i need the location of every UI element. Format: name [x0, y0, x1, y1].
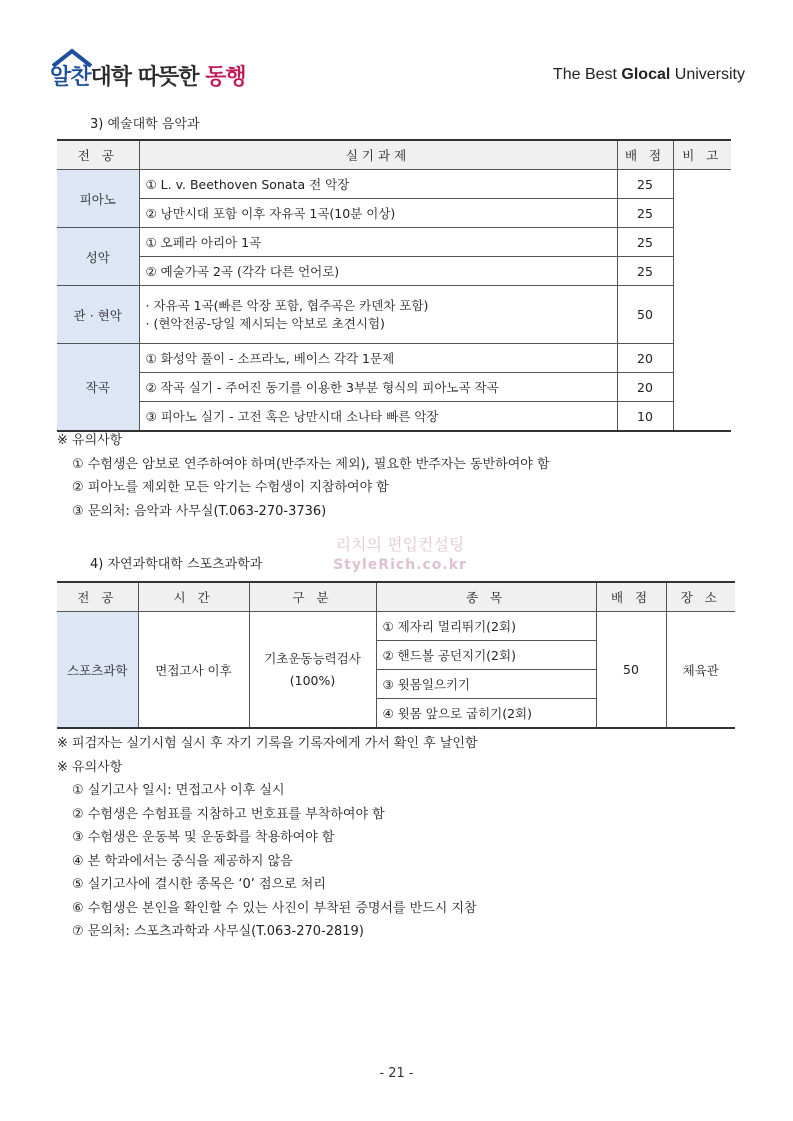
section-4-title: 4) 자연과학대학 스포츠과학과 — [90, 557, 263, 572]
note-item: ⑥ 수험생은 본인을 확인할 수 있는 사진이 부착된 증명서를 반드시 지참 — [72, 900, 477, 916]
table-header-row — [57, 140, 731, 170]
note-item: ⑦ 문의처: 스포츠과학과 사무실(T.063-270-2819) — [72, 924, 364, 939]
header-remarks: 비 고 — [673, 140, 731, 170]
score-cell: 20 — [617, 344, 673, 373]
score-cell: 25 — [617, 257, 673, 286]
task-cell: ② 예술가곡 2곡 (각각 다른 언어로) — [139, 257, 617, 286]
page-header — [0, 0, 793, 100]
task-cell: ① 오페라 아리아 1곡 — [139, 228, 617, 257]
logo-text: 알찬대학 따뜻한 동행 — [50, 65, 246, 90]
category-cell — [249, 612, 376, 729]
score-cell: 10 — [617, 402, 673, 432]
event-cell: ③ 윗몸일으키기 — [376, 670, 596, 699]
remarks-cell — [673, 170, 731, 432]
task-cell — [139, 286, 617, 344]
event-cell: ① 제자리 멀리뛰기(2회) — [376, 612, 596, 641]
place-cell: 체육관 — [666, 612, 735, 729]
score-cell: 25 — [617, 170, 673, 199]
section-3-title: 3) 예술대학 음악과 — [90, 117, 200, 132]
header-task: 실기과제 — [139, 140, 617, 170]
header-place: 장 소 — [666, 582, 735, 612]
score-cell: 50 — [596, 612, 666, 729]
watermark — [325, 535, 475, 575]
major-cell: 스포츠과학 — [57, 612, 138, 729]
watermark-line: 리치의 편입컨설팅 — [335, 535, 465, 554]
sports-notes — [57, 732, 478, 944]
header-category: 구 분 — [249, 582, 376, 612]
music-notes — [57, 429, 550, 523]
table-row — [57, 373, 731, 402]
note-item: ③ 문의처: 음악과 사무실(T.063-270-3736) — [72, 503, 327, 519]
table-row — [57, 402, 731, 432]
category-line: 기초운동능력검사 — [264, 650, 361, 666]
major-cell: 피아노 — [57, 170, 139, 228]
note-item: ① 실기고사 일시: 면접고사 이후 실시 — [72, 783, 285, 798]
task-cell: ③ 피아노 실기 - 고전 혹은 낭만시대 소나타 빠른 악장 — [139, 402, 617, 432]
task-cell: ② 낭만시대 포함 이후 자유곡 1곡(10분 이상) — [139, 199, 617, 228]
header-major: 전 공 — [57, 582, 138, 612]
major-cell: 관 · 현악 — [57, 286, 139, 344]
event-cell: ② 핸드볼 공던지기(2회) — [376, 641, 596, 670]
task-line: · (현악전공-당일 제시되는 악보로 초견시험) — [145, 315, 385, 331]
task-cell: ① L. v. Beethoven Sonata 전 악장 — [139, 170, 617, 199]
watermark-line: StyleRich.co.kr — [333, 557, 467, 573]
major-cell: 작곡 — [57, 344, 139, 432]
time-cell: 면접고사 이후 — [138, 612, 249, 729]
task-cell: ① 화성악 풀이 - 소프라노, 베이스 각각 1문제 — [139, 344, 617, 373]
header-score: 배 점 — [596, 582, 666, 612]
header-major: 전 공 — [57, 140, 139, 170]
header-event: 종 목 — [376, 582, 596, 612]
table-row — [57, 199, 731, 228]
university-logo — [50, 48, 250, 90]
score-cell: 50 — [617, 286, 673, 344]
task-cell: ② 작곡 실기 - 주어진 동기를 이용한 3부분 형식의 피아노곡 작곡 — [139, 373, 617, 402]
table-row — [57, 612, 735, 641]
table-row — [57, 286, 731, 344]
event-cell: ④ 윗몸 앞으로 굽히기(2회) — [376, 699, 596, 729]
sports-exam-table — [57, 581, 735, 729]
task-line: · 자유곡 1곡(빠른 악장 포함, 협주곡은 카덴차 포함) — [145, 297, 429, 313]
table-row — [57, 228, 731, 257]
pre-note: ※ 피검자는 실기시험 실시 후 자기 기록을 기록자에게 가서 확인 후 날인함 — [57, 736, 478, 751]
tagline: The Best Glocal University — [552, 66, 745, 83]
score-cell: 25 — [617, 199, 673, 228]
major-cell: 성악 — [57, 228, 139, 286]
table-row — [57, 344, 731, 373]
table-row — [57, 170, 731, 199]
notes-title: ※ 유의사항 — [57, 759, 123, 775]
music-exam-table — [57, 139, 731, 432]
header-time: 시 간 — [138, 582, 249, 612]
table-header-row — [57, 582, 735, 612]
note-item: ② 피아노를 제외한 모든 악기는 수험생이 지참하여야 함 — [72, 480, 389, 495]
notes-title: ※ 유의사항 — [57, 433, 123, 448]
note-item: ① 수험생은 암보로 연주하여야 하며(반주자는 제외), 필요한 반주자는 동반하여야 함 — [72, 456, 550, 472]
note-item: ③ 수험생은 운동복 및 운동화를 착용하여야 함 — [72, 830, 335, 845]
category-line: (100%) — [289, 672, 336, 688]
note-item: ⑤ 실기고사에 결시한 종목은 ‘0’ 점으로 처리 — [72, 877, 326, 892]
score-cell: 25 — [617, 228, 673, 257]
page-number: - 21 - — [379, 1066, 414, 1081]
score-cell: 20 — [617, 373, 673, 402]
note-item: ④ 본 학과에서는 중식을 제공하지 않음 — [72, 853, 293, 869]
header-score: 배 점 — [617, 140, 673, 170]
note-item: ② 수험생은 수험표를 지참하고 번호표를 부착하여야 함 — [72, 806, 385, 822]
table-row — [57, 257, 731, 286]
